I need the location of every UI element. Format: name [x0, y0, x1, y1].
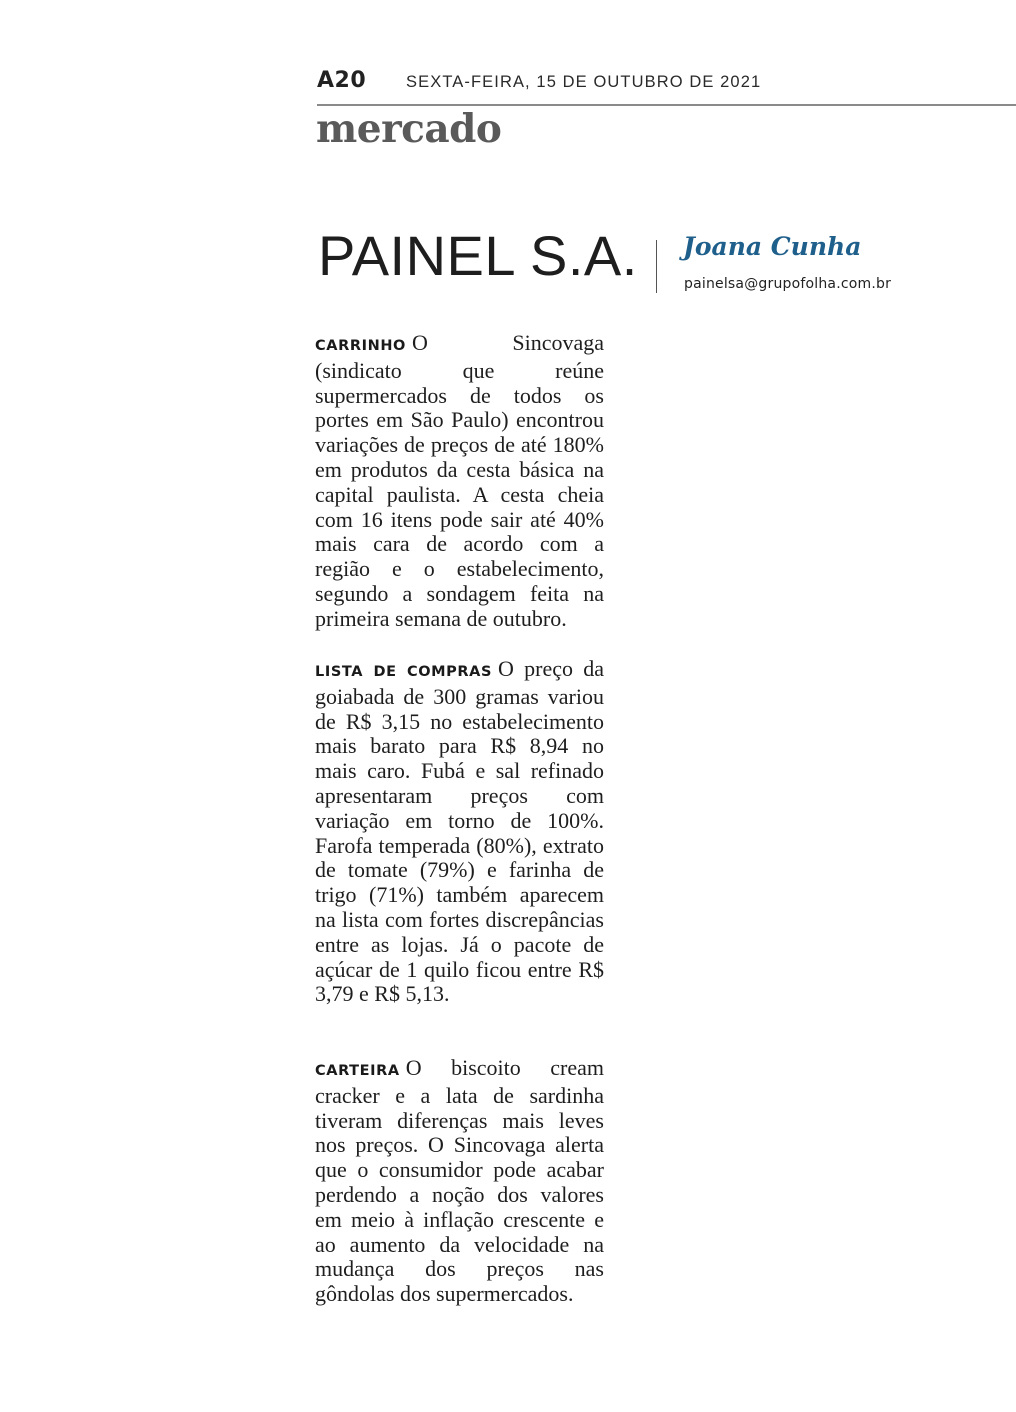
page-date: SEXTA-FEIRA, 15 DE OUTUBRO DE 2021 [406, 73, 762, 91]
note-carrinho [315, 331, 604, 632]
section-name: mercado [316, 106, 502, 152]
note-lista-de-compras [315, 657, 604, 1007]
page-header [317, 68, 1016, 106]
note-tag: CARTEIRA [315, 1063, 400, 1079]
note-tag: CARRINHO [315, 338, 406, 354]
title-divider [656, 240, 657, 293]
author-name: Joana Cunha [683, 232, 862, 261]
note-text: O biscoito cream cracker e a lata de sardinha tiveram diferenças mais leves nos preços. O Sincovaga alerta que o consumidor pode acabar perdendo a noção dos valores em meio à inflação crescente e ao aumento da velocidade na mudança dos preços nas gôndolas dos supermercados. [315, 1055, 604, 1307]
page-number: A20 [317, 68, 367, 93]
author-email[interactable]: painelsa@grupofolha.com.br [684, 276, 892, 292]
note-text: O preço da goiabada de 300 gramas variou de R$ 3,15 no estabelecimento mais barato para R$ 8,94 no mais caro. Fubá e sal refinado apresentaram preços com variação em torno de 100%. Farofa temperada (80%), extrato de tomate (79%) e farinha de trigo (71%) também aparecem na lista com fortes discrepâncias entre as lojas. Já o pacote de açúcar de 1 quilo ficou entre R$ 3,79 e R$ 5,13. [315, 656, 604, 1007]
column-title: PAINEL S.A. [318, 224, 638, 287]
note-text: O Sincovaga (sindicato que reúne supermercados de todos os portes em São Paulo) encontrou variações de preços de até 180% em produtos da cesta básica na capital paulista. A cesta cheia com 16 itens pode sair até 40% mais cara de acordo com a região e o estabelecimento, segundo a sondagem feita na primeira semana de outubro. [315, 330, 604, 631]
note-tag: LISTA DE COMPRAS [315, 664, 493, 680]
note-carteira [315, 1056, 604, 1307]
